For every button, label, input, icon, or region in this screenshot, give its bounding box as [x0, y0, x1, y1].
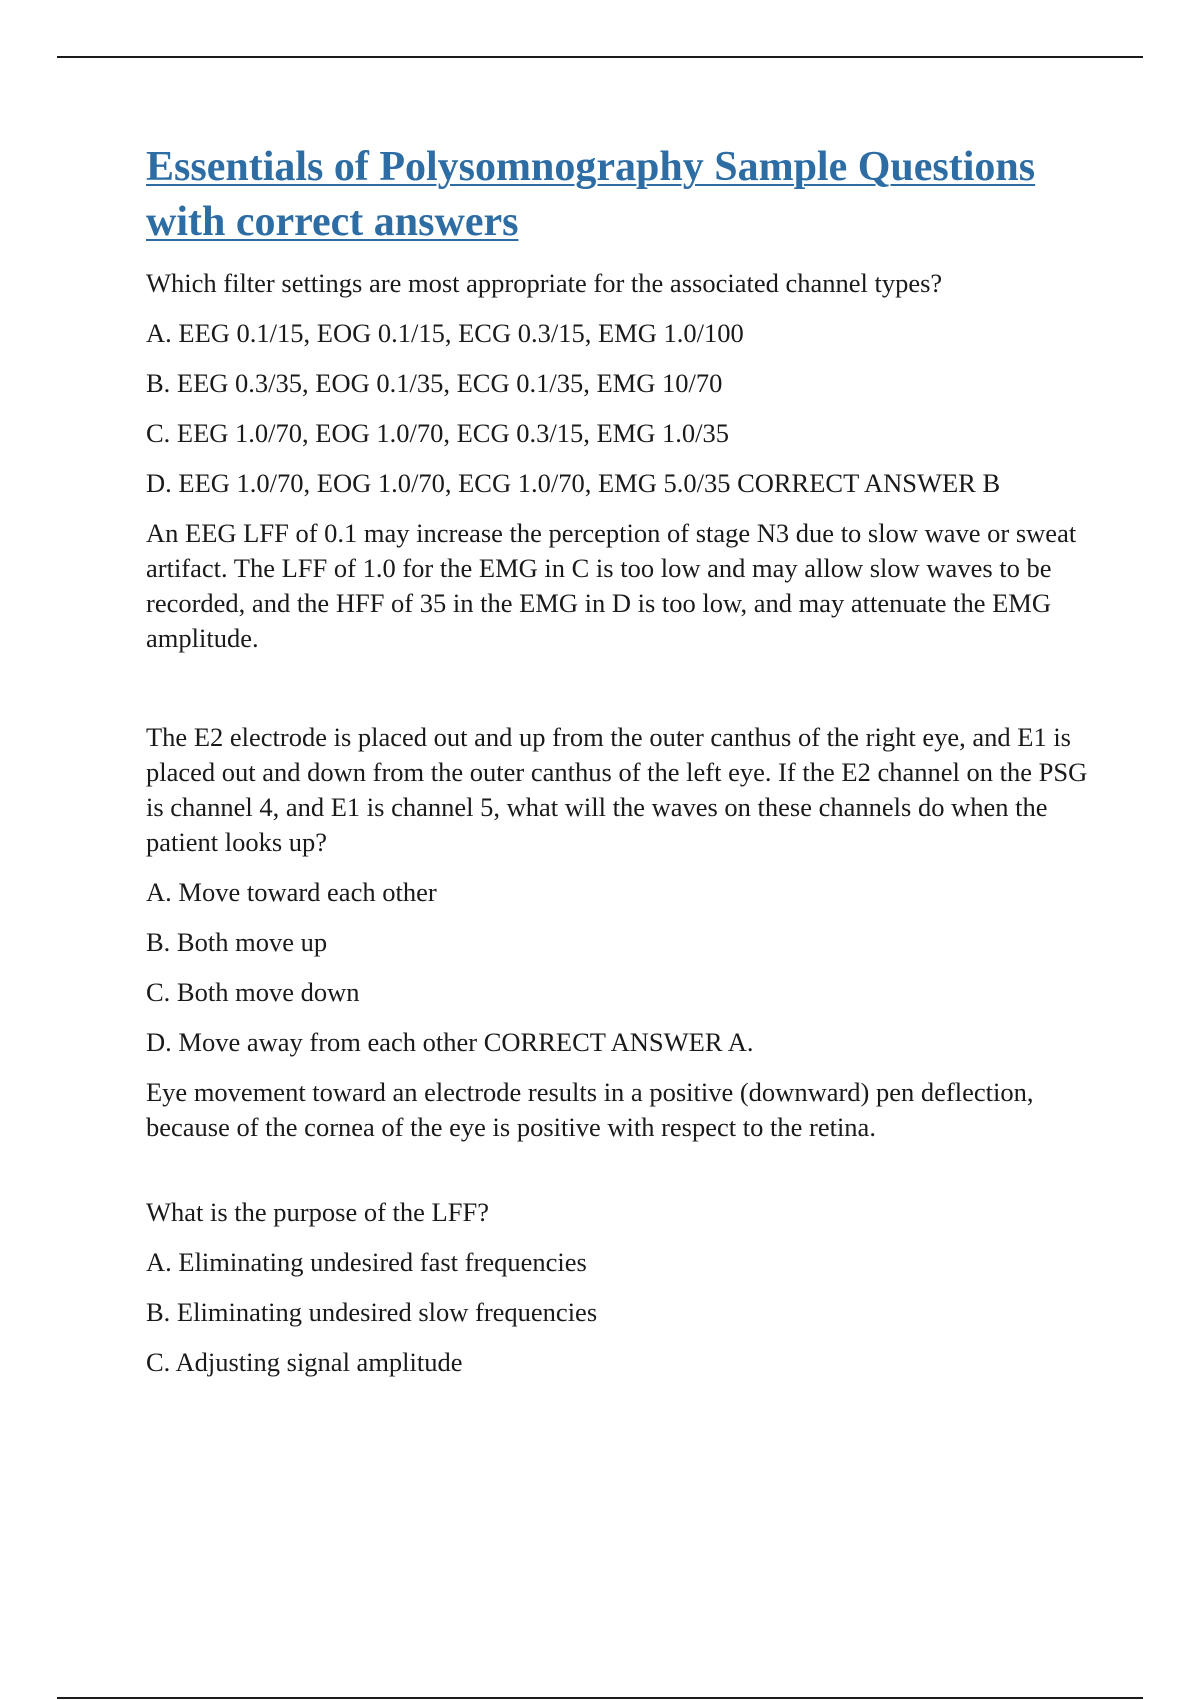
answer-option: C. EEG 1.0/70, EOG 1.0/70, ECG 0.3/15, EMG 1.0/35: [146, 418, 729, 448]
document-body: [146, 140, 1096, 1395]
answer-option: C. Adjusting signal amplitude: [146, 1347, 463, 1377]
answer-option: A. EEG 0.1/15, EOG 0.1/15, ECG 0.3/15, EMG 1.0/100: [146, 318, 744, 348]
answer-option: D. Move away from each other CORRECT ANSWER A.: [146, 1027, 754, 1057]
question-2: [146, 720, 1096, 1145]
question-1: [146, 266, 1096, 656]
top-rule: [57, 56, 1143, 58]
question-text: Which filter settings are most appropriate for the associated channel types?: [146, 268, 943, 298]
answer-option: A. Move toward each other: [146, 877, 437, 907]
answer-option: B. Eliminating undesired slow frequencies: [146, 1297, 598, 1327]
answer-option: D. EEG 1.0/70, EOG 1.0/70, ECG 1.0/70, EMG 5.0/35 CORRECT ANSWER B: [146, 468, 1001, 498]
question-text: What is the purpose of the LFF?: [146, 1197, 489, 1227]
answer-option: C. Both move down: [146, 977, 360, 1007]
question-3: [146, 1195, 1096, 1380]
answer-explanation: An EEG LFF of 0.1 may increase the perception of stage N3 due to slow wave or sweat artifact. The LFF of 1.0 for the EMG in C is too low and may allow slow waves to be recorded, and the HFF of 35 in the EMG in D is too low, and may attenuate the EMG amplitude.: [146, 518, 1077, 653]
answer-option: A. Eliminating undesired fast frequencies: [146, 1247, 587, 1277]
bottom-rule: [57, 1697, 1143, 1699]
document-title: Essentials of Polysomnography Sample Questions with correct answers: [146, 144, 1036, 245]
answer-option: B. Both move up: [146, 927, 328, 957]
question-text: The E2 electrode is placed out and up from the outer canthus of the right eye, and E1 is placed out and down from the outer canthus of the left eye. If the E2 channel on the PSG is channel 4, and E1 is channel 5, what will the waves on these channels do when the patient looks up?: [146, 722, 1088, 857]
answer-explanation: Eye movement toward an electrode results in a positive (downward) pen deflection, because of the cornea of the eye is positive with respect to the retina.: [146, 1077, 1034, 1142]
answer-option: B. EEG 0.3/35, EOG 0.1/35, ECG 0.1/35, EMG 10/70: [146, 368, 723, 398]
